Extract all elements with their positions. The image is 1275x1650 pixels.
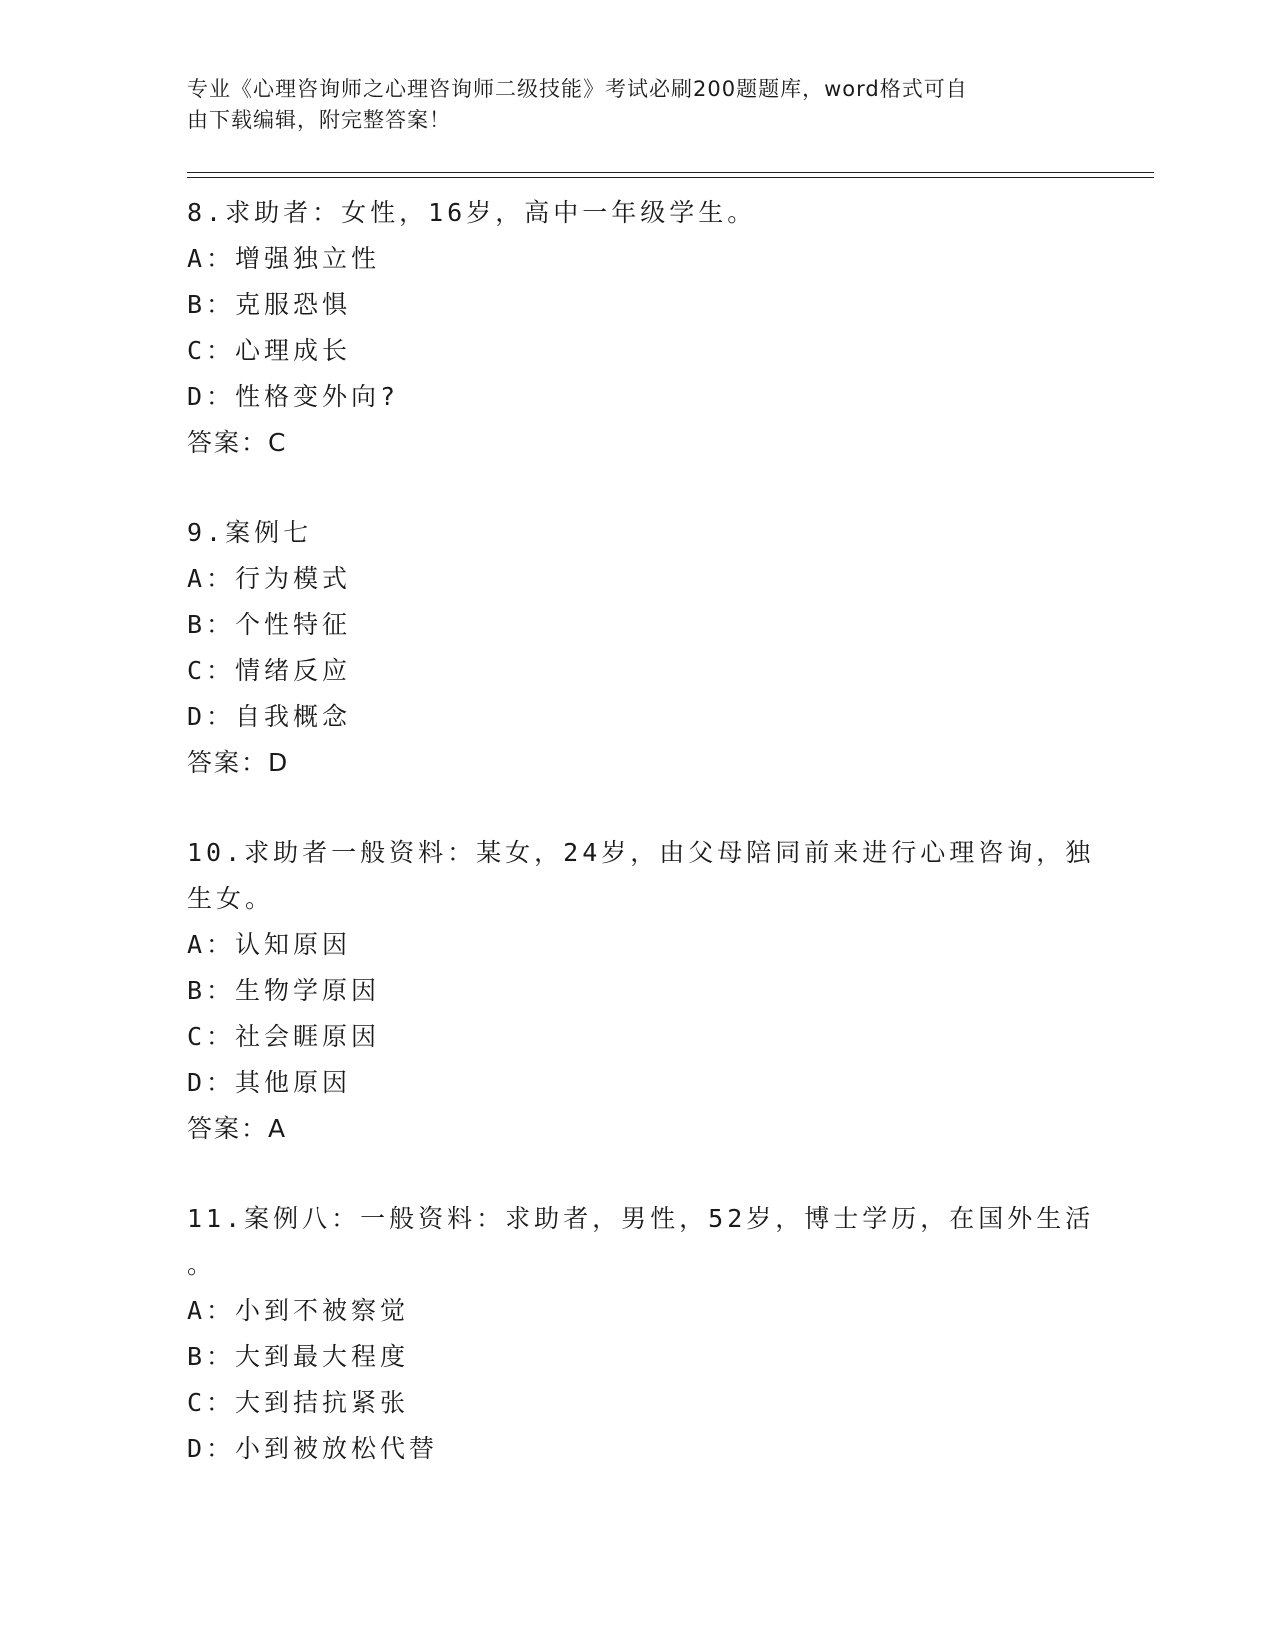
- option-d: D：自我概念: [187, 702, 352, 731]
- question-item: [187, 1196, 1095, 1472]
- option-c: C：大到拮抗紧张: [187, 1388, 410, 1417]
- answer-line: 答案：A: [187, 1114, 288, 1143]
- option-a: A：行为模式: [187, 564, 352, 593]
- header-divider-top: [187, 172, 1154, 173]
- option-b: B：克服恐惧: [187, 290, 352, 319]
- question-item: [187, 190, 1087, 466]
- question-stem: 9.案例七: [187, 518, 313, 547]
- option-d: D：其他原因: [187, 1068, 352, 1097]
- question-item: [187, 510, 1087, 786]
- question-stem: 8.求助者：女性，16岁，高中一年级学生。: [187, 198, 757, 227]
- option-a: A：小到不被察觉: [187, 1296, 410, 1325]
- answer-line: 答案：D: [187, 748, 290, 777]
- option-b: B：生物学原因: [187, 976, 381, 1005]
- option-d: D：性格变外向?: [187, 382, 400, 411]
- question-stem: 11.案例八：一般资料：求助者，男性，52岁，博士学历，在国外生活: [187, 1204, 1095, 1233]
- question-stem-continued: 。: [187, 1250, 217, 1279]
- question-stem: 10.求助者一般资料：某女，24岁，由父母陪同前来进行心理咨询，独: [187, 838, 1095, 867]
- option-a: A：增强独立性: [187, 244, 381, 273]
- question-list: [187, 190, 1095, 1472]
- question-item: [187, 830, 1095, 1152]
- answer-line: 答案：C: [187, 428, 288, 457]
- document-header: [187, 74, 1067, 136]
- option-b: B：大到最大程度: [187, 1342, 410, 1371]
- option-c: C：心理成长: [187, 336, 352, 365]
- option-c: C：情绪反应: [187, 656, 352, 685]
- header-line-2: 由下载编辑，附完整答案！: [187, 108, 451, 132]
- option-c: C：社会睚原因: [187, 1022, 381, 1051]
- header-line-1: 专业《心理咨询师之心理咨询师二级技能》考试必刷200题题库，word格式可自: [187, 77, 968, 101]
- option-d: D：小到被放松代替: [187, 1434, 439, 1463]
- header-divider-bottom: [187, 177, 1154, 178]
- option-a: A：认知原因: [187, 930, 352, 959]
- question-stem-continued: 生女。: [187, 884, 275, 913]
- option-b: B：个性特征: [187, 610, 352, 639]
